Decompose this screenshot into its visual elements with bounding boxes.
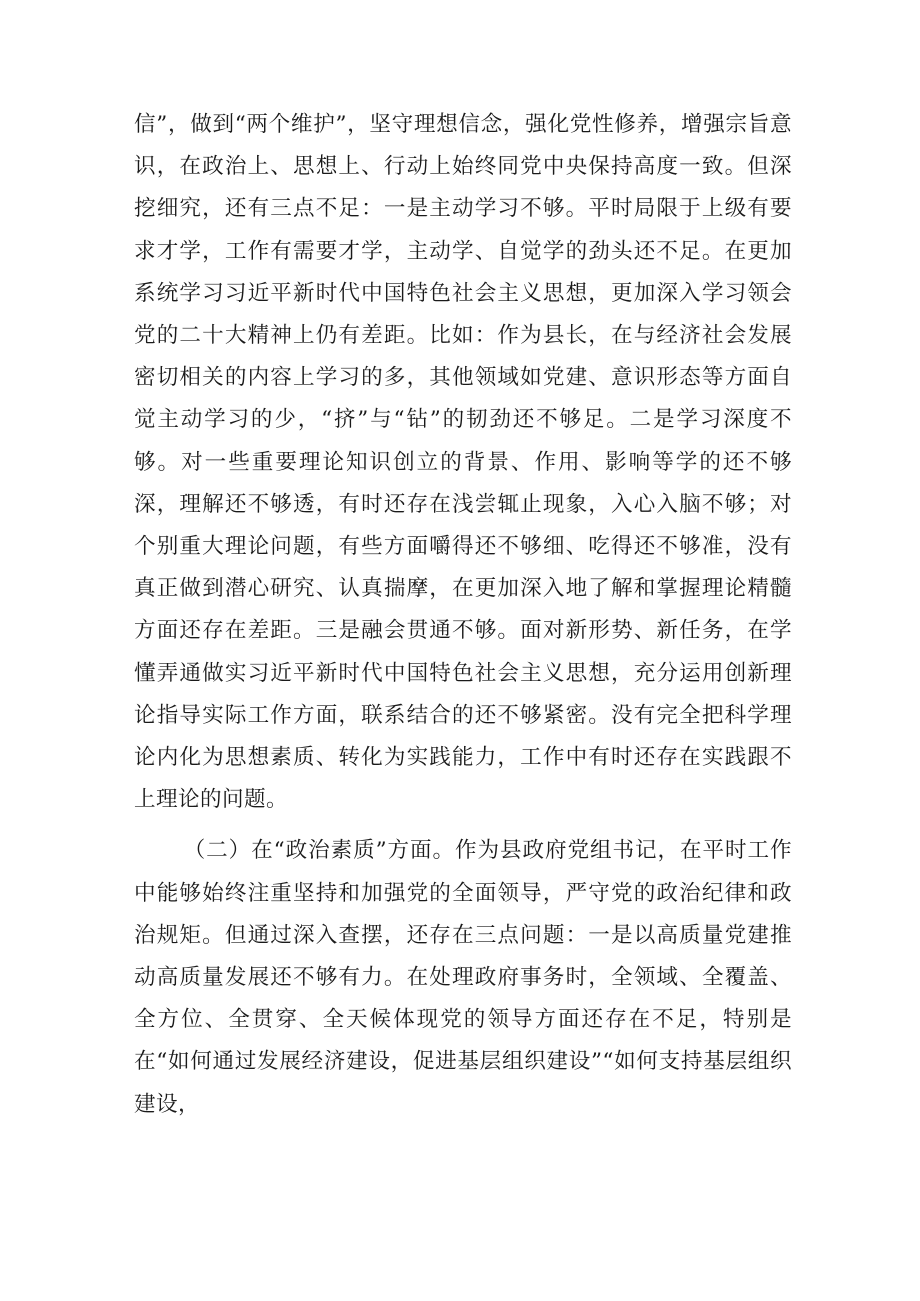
paragraph-political-quality: （二）在“政治素质”方面。作为县政府党组书记，在平时工作中能够始终注重坚持和加强党的全面领导，严守党的政治纪律和政治规矩。但通过深入查摆，还存在三点问题：一是以高质量党建推动高质量发展还不够有力。在处理政府事务时，全领域、全覆盖、全方位、全贯穿、全天候体现党的领导方面还存在不足，特别是在“如何通过发展经济建设，促进基层组织建设”“如何支持基层组织建设， [134, 838, 792, 1117]
paragraph-study-shortcomings: 信”，做到“两个维护”，坚守理想信念，强化党性修养，增强宗旨意识，在政治上、思想上、行动上始终同党中央保持高度一致。但深挖细究，还有三点不足：一是主动学习不够。平时局限于上级有要求才学，工作有需要才学，主动学、自觉学的劲头还不足。在更加系统学习习近平新时代中国特色社会主义思想，更加深入学习领会党的二十大精神上仍有差距。比如：作为县长，在与经济社会发展密切相关的内容上学习的多，其他领域如党建、意识形态等方面自觉主动学习的少，“挤”与“钻”的韧劲还不够足。二是学习深度不够。对一些重要理论知识创立的背景、作用、影响等学的还不够深，理解还不够透，有时还存在浅尝辄止现象，入心入脑不够；对个别重大理论问题，有些方面嚼得还不够细、吃得还不够准，没有真正做到潜心研究、认真揣摩，在更加深入地了解和掌握理论精髓方面还存在差距。三是融会贯通不够。面对新形势、新任务，在学懂弄通做实习近平新时代中国特色社会主义思想，充分运用创新理论指导实际工作方面，联系结合的还不够紧密。没有完全把科学理论内化为思想素质、转化为实践能力，工作中有时还存在实践跟不上理论的问题。 [134, 112, 792, 813]
